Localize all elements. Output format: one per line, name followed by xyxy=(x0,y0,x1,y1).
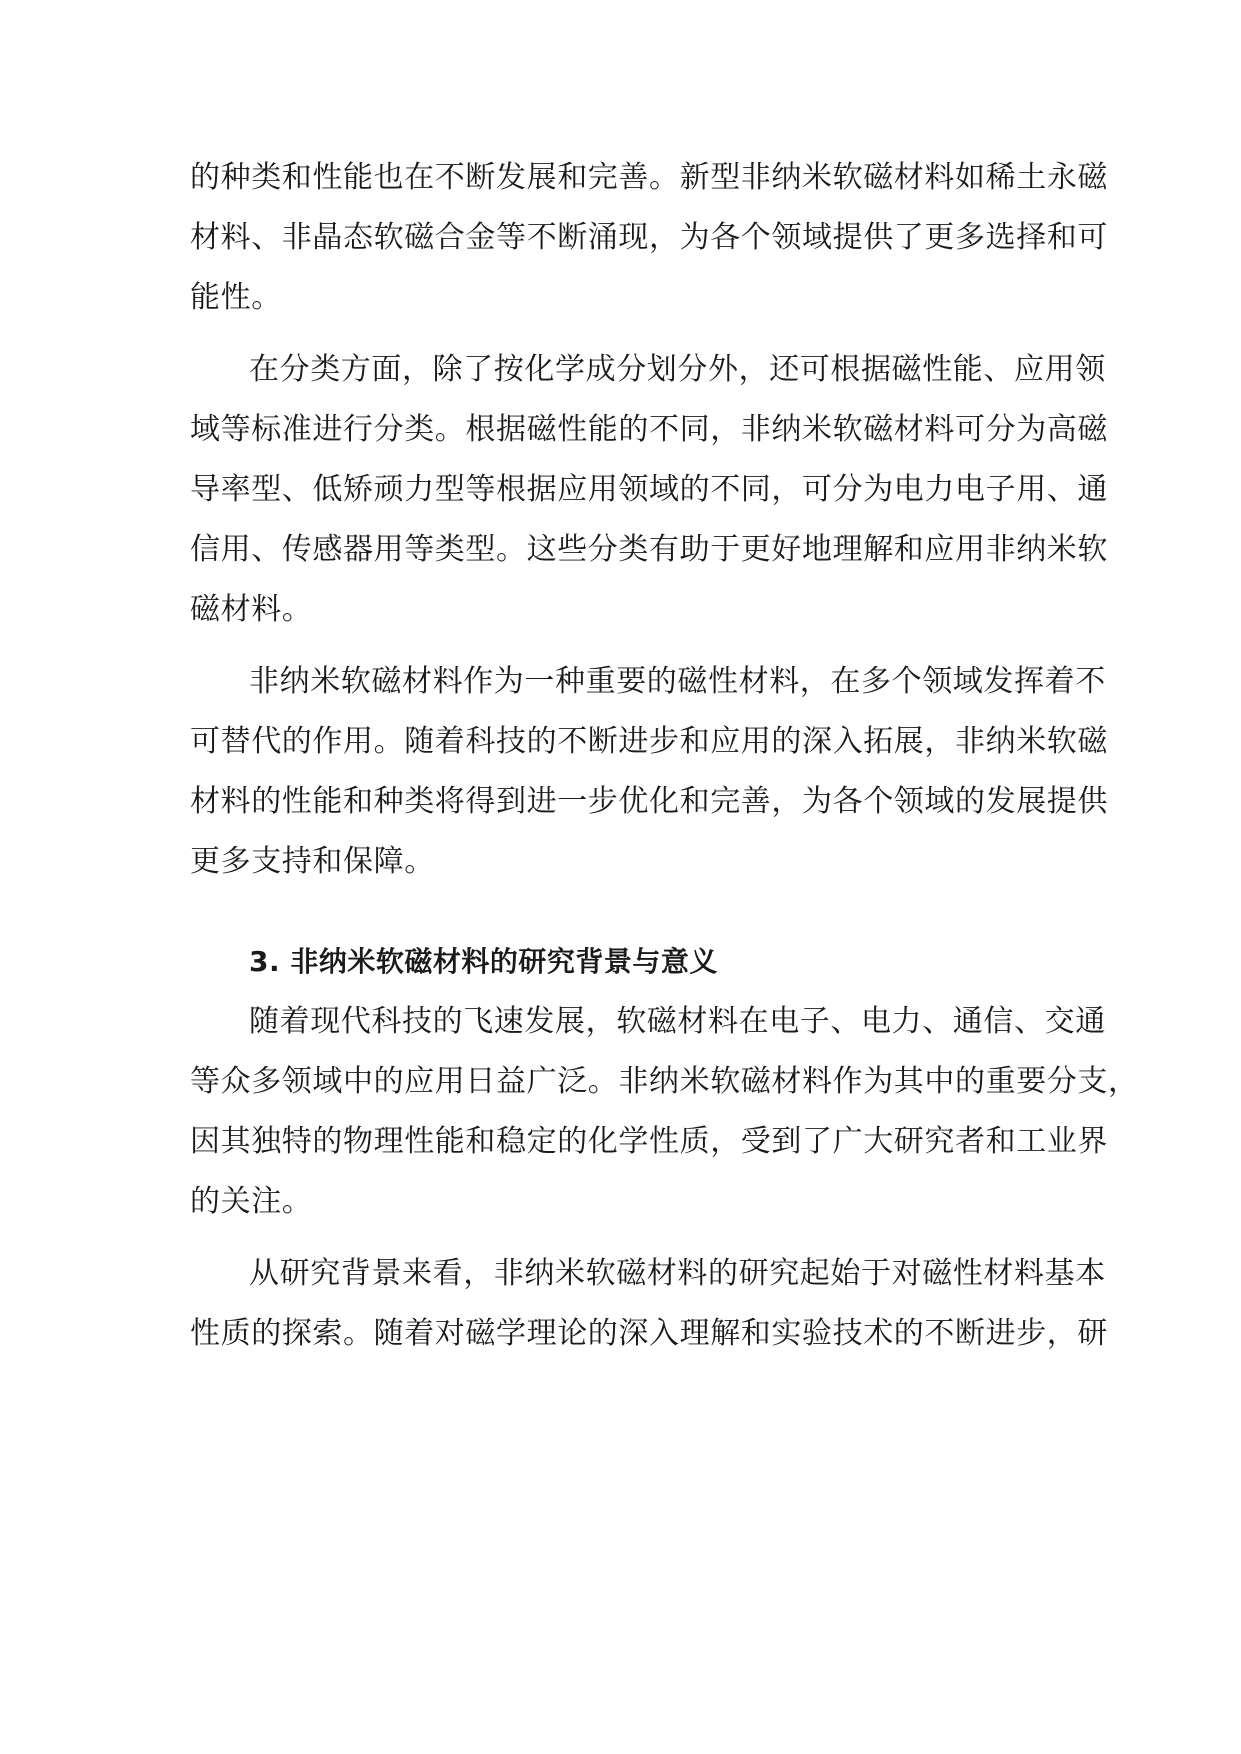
paragraph-line: 能性。 xyxy=(190,280,282,315)
paragraph-line: 非纳米软磁材料作为一种重要的磁性材料，在多个领域发挥着不 xyxy=(249,664,1106,699)
paragraph-1 xyxy=(190,148,1108,328)
document-body xyxy=(190,148,1139,1364)
paragraph-2 xyxy=(190,340,1108,640)
paragraph-line: 更多支持和保障。 xyxy=(190,844,435,879)
paragraph-line: 材料、非晶态软磁合金等不断涌现，为各个领域提供了更多选择和可 xyxy=(190,220,1108,255)
paragraph-3 xyxy=(190,652,1108,892)
paragraph-line: 因其独特的物理性能和稳定的化学性质，受到了广大研究者和工业界 xyxy=(190,1124,1108,1159)
paragraph-line: 磁材料。 xyxy=(190,592,313,627)
section-heading: 3. 非纳米软磁材料的研究背景与意义 xyxy=(249,945,718,978)
paragraph-line: 在分类方面，除了按化学成分划分外，还可根据磁性能、应用领 xyxy=(249,352,1106,387)
paragraph-line: 性质的探索。随着对磁学理论的深入理解和实验技术的不断进步，研 xyxy=(190,1316,1108,1351)
paragraph-line: 可替代的作用。随着科技的不断进步和应用的深入拓展，非纳米软磁 xyxy=(190,724,1108,759)
paragraph-4 xyxy=(190,992,1139,1232)
paragraph-line: 材料的性能和种类将得到进一步优化和完善，为各个领域的发展提供 xyxy=(190,784,1108,819)
paragraph-line: 等众多领域中的应用日益广泛。非纳米软磁材料作为其中的重要分支， xyxy=(190,1064,1139,1099)
paragraph-line: 域等标准进行分类。根据磁性能的不同，非纳米软磁材料可分为高磁 xyxy=(190,412,1108,447)
paragraph-line: 随着现代科技的飞速发展，软磁材料在电子、电力、通信、交通 xyxy=(249,1004,1106,1039)
paragraph-line: 从研究背景来看，非纳米软磁材料的研究起始于对磁性材料基本 xyxy=(249,1256,1106,1291)
paragraph-5 xyxy=(190,1244,1108,1364)
paragraph-line: 信用、传感器用等类型。这些分类有助于更好地理解和应用非纳米软 xyxy=(190,532,1108,567)
paragraph-line: 的关注。 xyxy=(190,1184,313,1219)
paragraph-line: 导率型、低矫顽力型等根据应用领域的不同，可分为电力电子用、通 xyxy=(190,472,1108,507)
paragraph-line: 的种类和性能也在不断发展和完善。新型非纳米软磁材料如稀土永磁 xyxy=(190,160,1108,195)
